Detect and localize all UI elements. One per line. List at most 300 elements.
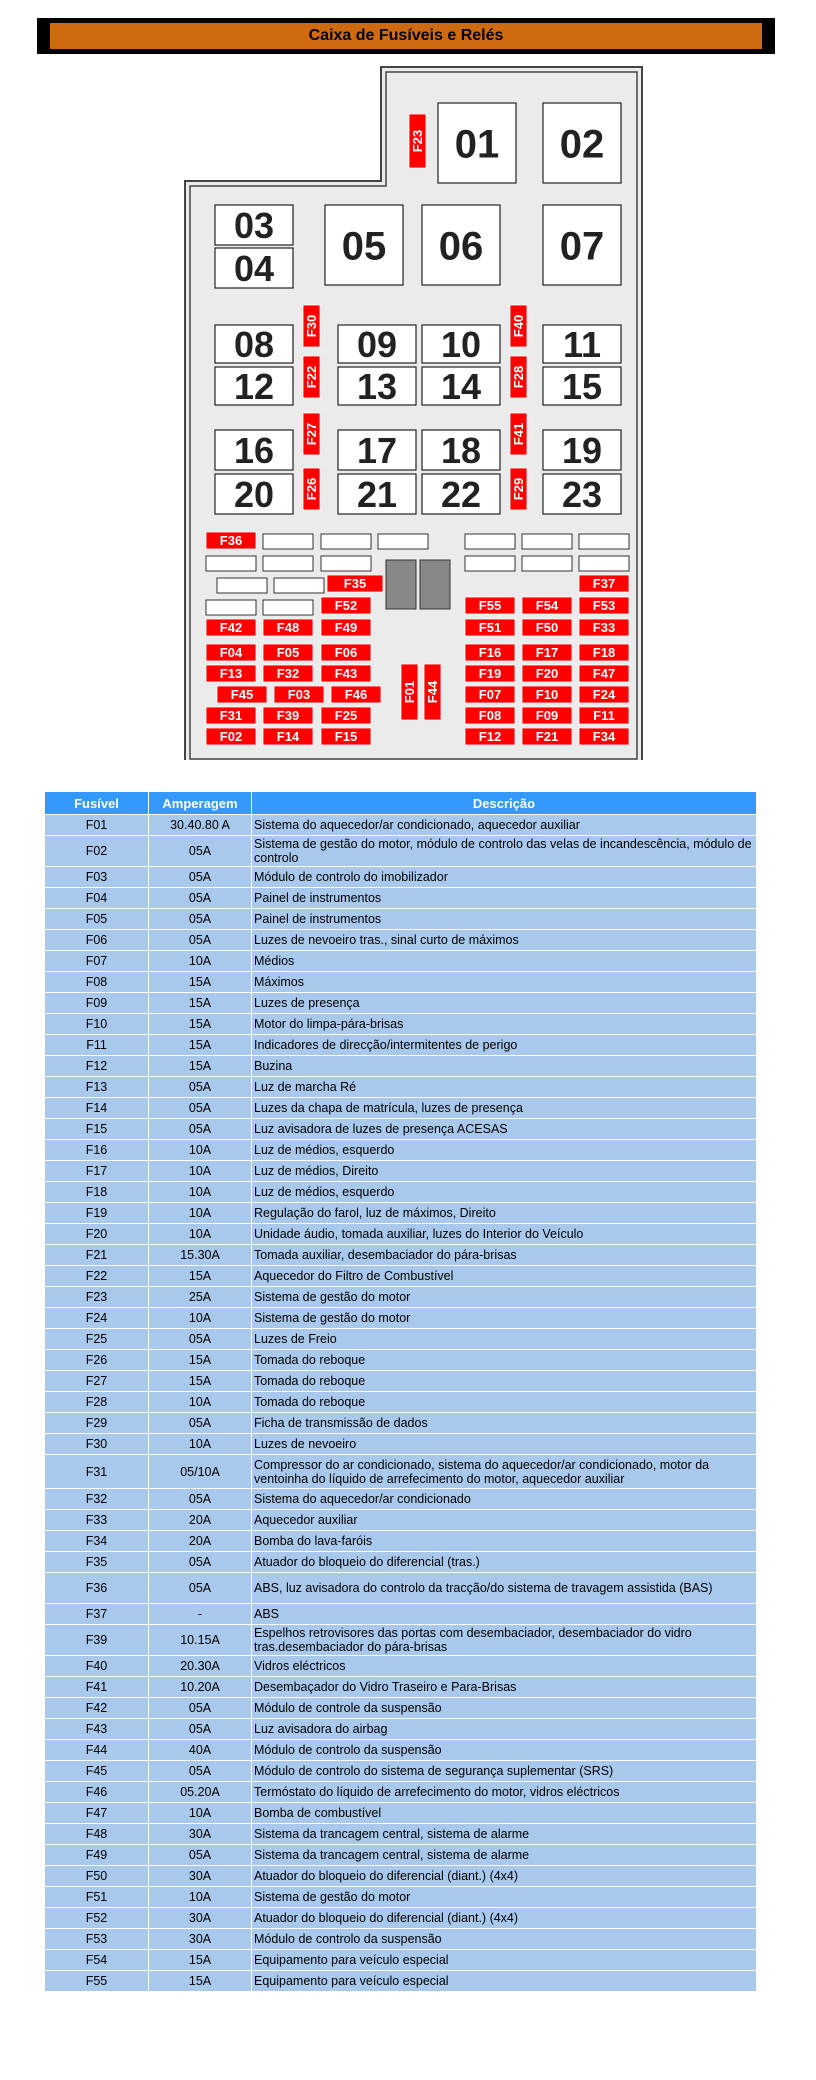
cell-amperage: 10A — [149, 1140, 252, 1161]
cell-description: Luz de marcha Ré — [252, 1077, 757, 1098]
fuse-F24 — [579, 686, 629, 703]
svg-text:F28: F28 — [511, 365, 526, 389]
table-row — [45, 993, 757, 1014]
cell-description: Equipamento para veículo especial — [252, 1950, 757, 1971]
table-row — [45, 1866, 757, 1887]
svg-text:F35: F35 — [343, 576, 367, 591]
cell-amperage: 30A — [149, 1824, 252, 1845]
fuse-F01 — [401, 664, 418, 720]
cell-description: Módulo de controlo da suspensão — [252, 1740, 757, 1761]
cell-fuse: F11 — [45, 1035, 149, 1056]
svg-text:F30: F30 — [304, 314, 319, 338]
table-row — [45, 1413, 757, 1434]
relay-22 — [422, 474, 500, 515]
cell-description: Termóstato do líquido de arrefecimento do motor, vidros eléctricos — [252, 1782, 757, 1803]
cell-fuse: F42 — [45, 1698, 149, 1719]
svg-text:01: 01 — [454, 122, 500, 167]
cell-fuse: F16 — [45, 1140, 149, 1161]
cell-fuse: F05 — [45, 909, 149, 930]
relay-08 — [215, 324, 293, 365]
svg-text:23: 23 — [561, 473, 603, 515]
cell-amperage: 10A — [149, 1392, 252, 1413]
table-row — [45, 1140, 757, 1161]
fuse-table-body — [45, 815, 757, 1992]
table-row — [45, 1971, 757, 1992]
svg-text:F47: F47 — [592, 666, 616, 681]
cell-fuse: F07 — [45, 951, 149, 972]
cell-amperage: 20A — [149, 1510, 252, 1531]
cell-amperage: 05A — [149, 1552, 252, 1573]
cell-description: Unidade áudio, tomada auxiliar, luzes do Interior do Veículo — [252, 1224, 757, 1245]
relay-02 — [543, 103, 621, 183]
cell-fuse: F15 — [45, 1119, 149, 1140]
svg-text:F23: F23 — [410, 129, 425, 153]
cell-amperage: 05A — [149, 1098, 252, 1119]
cell-fuse: F51 — [45, 1887, 149, 1908]
table-row — [45, 1929, 757, 1950]
cell-fuse: F40 — [45, 1656, 149, 1677]
svg-text:F11: F11 — [593, 708, 615, 723]
cell-amperage: 15A — [149, 1056, 252, 1077]
svg-text:F19: F19 — [478, 666, 502, 681]
cell-amperage: 15A — [149, 1371, 252, 1392]
fuse-F09 — [522, 707, 572, 724]
cell-description: Regulação do farol, luz de máximos, Direito — [252, 1203, 757, 1224]
cell-fuse: F39 — [45, 1625, 149, 1656]
svg-text:F45: F45 — [230, 687, 254, 702]
relay-14 — [422, 366, 500, 407]
table-row — [45, 1824, 757, 1845]
relay-11 — [543, 324, 621, 365]
table-row — [45, 1350, 757, 1371]
relay-05 — [325, 205, 403, 285]
fuse-box-diagram — [0, 0, 816, 760]
cell-amperage: 05A — [149, 1489, 252, 1510]
cell-fuse: F24 — [45, 1308, 149, 1329]
cell-fuse: F41 — [45, 1677, 149, 1698]
cell-description: Tomada do reboque — [252, 1371, 757, 1392]
fuse-F36 — [206, 532, 256, 549]
cell-fuse: F32 — [45, 1489, 149, 1510]
table-row — [45, 1604, 757, 1625]
cell-fuse: F09 — [45, 993, 149, 1014]
svg-text:03: 03 — [233, 204, 275, 246]
table-row — [45, 888, 757, 909]
svg-text:F09: F09 — [535, 708, 559, 723]
cell-fuse: F46 — [45, 1782, 149, 1803]
svg-text:13: 13 — [356, 365, 398, 407]
cell-amperage: 10A — [149, 1803, 252, 1824]
svg-text:F15: F15 — [334, 729, 358, 744]
cell-amperage: 05A — [149, 1719, 252, 1740]
relay-13 — [338, 366, 416, 407]
cell-fuse: F53 — [45, 1929, 149, 1950]
table-row — [45, 1489, 757, 1510]
cell-description: Aquecedor do Filtro de Combustível — [252, 1266, 757, 1287]
cell-description: ABS, luz avisadora do controlo da tracção/do sistema de travagem assistida (BAS) — [252, 1573, 757, 1604]
fuse-F32 — [263, 665, 313, 682]
cell-description: Módulo de controlo da suspensão — [252, 1929, 757, 1950]
fuse-table — [44, 791, 757, 1992]
fuse-F33 — [579, 619, 629, 636]
relay-12 — [215, 366, 293, 407]
cell-amperage: 05A — [149, 1845, 252, 1866]
table-row — [45, 1719, 757, 1740]
table-row — [45, 1203, 757, 1224]
relay-20 — [215, 474, 293, 515]
cell-amperage: 05A — [149, 1119, 252, 1140]
cell-amperage: 05A — [149, 1329, 252, 1350]
svg-text:F29: F29 — [511, 477, 526, 501]
cell-description: Luz de médios, Direito — [252, 1161, 757, 1182]
cell-amperage: 15A — [149, 1350, 252, 1371]
cell-fuse: F03 — [45, 867, 149, 888]
svg-text:F07: F07 — [478, 687, 502, 702]
cell-fuse: F27 — [45, 1371, 149, 1392]
cell-amperage: 10A — [149, 1434, 252, 1455]
cell-fuse: F22 — [45, 1266, 149, 1287]
table-row — [45, 1677, 757, 1698]
cell-description: Luzes de nevoeiro — [252, 1434, 757, 1455]
svg-text:F22: F22 — [304, 365, 319, 389]
cell-fuse: F35 — [45, 1552, 149, 1573]
table-row — [45, 1245, 757, 1266]
svg-text:F42: F42 — [219, 620, 243, 635]
cell-amperage: 05A — [149, 836, 252, 867]
cell-description: Desembaçador do Vidro Traseiro e Para-Brisas — [252, 1677, 757, 1698]
cell-fuse: F31 — [45, 1455, 149, 1489]
cell-fuse: F20 — [45, 1224, 149, 1245]
fuse-F19 — [465, 665, 515, 682]
svg-text:F43: F43 — [334, 666, 358, 681]
svg-text:21: 21 — [356, 473, 398, 515]
svg-text:F48: F48 — [276, 620, 300, 635]
cell-description: Luzes de presença — [252, 993, 757, 1014]
svg-text:F14: F14 — [276, 729, 300, 744]
relay-18 — [422, 430, 500, 471]
cell-description: Luz avisadora do airbag — [252, 1719, 757, 1740]
svg-text:14: 14 — [440, 365, 482, 407]
cell-fuse: F47 — [45, 1803, 149, 1824]
svg-text:09: 09 — [356, 323, 398, 365]
fuse-F47 — [579, 665, 629, 682]
fuse-F13 — [206, 665, 256, 682]
fuse-F43 — [321, 665, 371, 682]
cell-description: Médios — [252, 951, 757, 972]
cell-description: Bomba de combustível — [252, 1803, 757, 1824]
cell-amperage: 15A — [149, 1035, 252, 1056]
svg-text:F18: F18 — [592, 645, 616, 660]
fuse-F11 — [579, 707, 629, 724]
cell-description: Motor do limpa-pára-brisas — [252, 1014, 757, 1035]
cell-amperage: 15A — [149, 1971, 252, 1992]
table-row — [45, 1077, 757, 1098]
cell-fuse: F50 — [45, 1866, 149, 1887]
cell-fuse: F29 — [45, 1413, 149, 1434]
fuse-F51 — [465, 619, 515, 636]
cell-description: Atuador do bloqueio do diferencial (diant.) (4x4) — [252, 1866, 757, 1887]
cell-amperage: 20A — [149, 1531, 252, 1552]
cell-amperage: 30A — [149, 1908, 252, 1929]
fuse-F04 — [206, 644, 256, 661]
cell-description: Equipamento para veículo especial — [252, 1971, 757, 1992]
cell-description: Buzina — [252, 1056, 757, 1077]
table-row — [45, 930, 757, 951]
relay-19 — [543, 430, 621, 471]
cell-fuse: F36 — [45, 1573, 149, 1604]
relay-16 — [215, 430, 293, 471]
cell-description: Sistema da trancagem central, sistema de alarme — [252, 1845, 757, 1866]
svg-text:F05: F05 — [276, 645, 300, 660]
fuse-F10 — [522, 686, 572, 703]
svg-text:F10: F10 — [535, 687, 559, 702]
table-row — [45, 1329, 757, 1350]
fuse-F14 — [263, 728, 313, 745]
svg-text:F20: F20 — [535, 666, 559, 681]
relay-04 — [215, 248, 293, 289]
svg-text:F24: F24 — [592, 687, 616, 702]
table-row — [45, 1510, 757, 1531]
cell-fuse: F10 — [45, 1014, 149, 1035]
cell-fuse: F26 — [45, 1350, 149, 1371]
table-row — [45, 1035, 757, 1056]
svg-text:F04: F04 — [219, 645, 243, 660]
cell-fuse: F12 — [45, 1056, 149, 1077]
table-row — [45, 1266, 757, 1287]
cell-description: ABS — [252, 1604, 757, 1625]
svg-text:16: 16 — [233, 429, 275, 471]
cell-amperage: 05A — [149, 909, 252, 930]
table-row — [45, 1392, 757, 1413]
cell-description: Vidros eléctricos — [252, 1656, 757, 1677]
cell-description: Bomba do lava-faróis — [252, 1531, 757, 1552]
cell-amperage: 05A — [149, 1698, 252, 1719]
svg-text:F21: F21 — [535, 729, 559, 744]
cell-amperage: 15A — [149, 1266, 252, 1287]
cell-fuse: F30 — [45, 1434, 149, 1455]
cell-amperage: 10A — [149, 1224, 252, 1245]
relay-23 — [543, 474, 621, 515]
svg-text:F55: F55 — [478, 598, 502, 613]
cell-description: Sistema de gestão do motor — [252, 1287, 757, 1308]
cell-fuse: F13 — [45, 1077, 149, 1098]
fuse-F31 — [206, 707, 256, 724]
cell-description: Espelhos retrovisores das portas com desembaciador, desembaciador do vidro tras.desembaciador do pára-brisas — [252, 1625, 757, 1656]
svg-text:F33: F33 — [592, 620, 616, 635]
fuse-F34 — [579, 728, 629, 745]
relay-21 — [338, 474, 416, 515]
fuse-F03 — [274, 686, 324, 703]
cell-description: Indicadores de direcção/intermitentes de perigo — [252, 1035, 757, 1056]
fuse-F44 — [424, 664, 441, 720]
fuse-F27 — [303, 413, 320, 455]
cell-amperage: 30A — [149, 1866, 252, 1887]
table-row — [45, 1887, 757, 1908]
fuse-F50 — [522, 619, 572, 636]
cell-amperage: 05A — [149, 1077, 252, 1098]
cell-amperage: 05A — [149, 1573, 252, 1604]
fuse-F23 — [409, 114, 426, 168]
table-row — [45, 1308, 757, 1329]
relay-03 — [215, 205, 293, 246]
cell-amperage: 10.20A — [149, 1677, 252, 1698]
cell-fuse: F01 — [45, 815, 149, 836]
cell-amperage: 30A — [149, 1929, 252, 1950]
svg-text:F34: F34 — [592, 729, 616, 744]
svg-text:F41: F41 — [511, 422, 526, 446]
cell-amperage: 05/10A — [149, 1455, 252, 1489]
svg-text:F49: F49 — [334, 620, 358, 635]
cell-amperage: 05A — [149, 930, 252, 951]
cell-description: Compressor do ar condicionado, sistema do aquecedor/ar condicionado, motor da ventoinha do líquido de arrefecimento do motor, aquecedor auxiliar — [252, 1455, 757, 1489]
svg-text:15: 15 — [561, 365, 603, 407]
cell-description: Aquecedor auxiliar — [252, 1510, 757, 1531]
cell-fuse: F33 — [45, 1510, 149, 1531]
cell-fuse: F43 — [45, 1719, 149, 1740]
svg-text:F51: F51 — [478, 620, 502, 635]
table-row — [45, 836, 757, 867]
cell-amperage: 15.30A — [149, 1245, 252, 1266]
fuse-F39 — [263, 707, 313, 724]
cell-description: Painel de instrumentos — [252, 888, 757, 909]
fuse-F30 — [303, 305, 320, 347]
fuse-F52 — [321, 597, 371, 614]
svg-text:12: 12 — [233, 365, 275, 407]
svg-text:F08: F08 — [478, 708, 502, 723]
svg-text:F52: F52 — [334, 598, 358, 613]
fuse-F07 — [465, 686, 515, 703]
cell-fuse: F18 — [45, 1182, 149, 1203]
table-row — [45, 1782, 757, 1803]
table-row — [45, 1434, 757, 1455]
table-row — [45, 1161, 757, 1182]
svg-text:F32: F32 — [276, 666, 300, 681]
cell-amperage: 15A — [149, 1014, 252, 1035]
svg-text:11: 11 — [562, 323, 602, 365]
cell-description: Luzes da chapa de matrícula, luzes de presença — [252, 1098, 757, 1119]
cell-fuse: F49 — [45, 1845, 149, 1866]
cell-description: Sistema de gestão do motor — [252, 1887, 757, 1908]
cell-description: Sistema do aquecedor/ar condicionado, aquecedor auxiliar — [252, 815, 757, 836]
svg-text:F12: F12 — [478, 729, 502, 744]
cell-amperage: 10A — [149, 1161, 252, 1182]
cell-fuse: F48 — [45, 1824, 149, 1845]
svg-text:07: 07 — [559, 224, 605, 269]
relay-17 — [338, 430, 416, 471]
table-row — [45, 1950, 757, 1971]
cell-amperage: 05A — [149, 867, 252, 888]
fuse-F22 — [303, 356, 320, 398]
fuse-F55 — [465, 597, 515, 614]
relay-06 — [422, 205, 500, 285]
svg-text:F27: F27 — [304, 422, 319, 446]
cell-fuse: F45 — [45, 1761, 149, 1782]
svg-text:F46: F46 — [344, 687, 368, 702]
cell-fuse: F08 — [45, 972, 149, 993]
table-row — [45, 1455, 757, 1489]
svg-text:F03: F03 — [287, 687, 311, 702]
table-row — [45, 867, 757, 888]
cell-fuse: F28 — [45, 1392, 149, 1413]
relay-07 — [543, 205, 621, 285]
cell-description: Atuador do bloqueio do diferencial (tras.) — [252, 1552, 757, 1573]
cell-amperage: 10A — [149, 951, 252, 972]
fuse-F42 — [206, 619, 256, 636]
cell-description: Luz avisadora de luzes de presença ACESAS — [252, 1119, 757, 1140]
fuse-F16 — [465, 644, 515, 661]
svg-text:05: 05 — [341, 224, 387, 269]
cell-description: Módulo de controlo do sistema de segurança suplementar (SRS) — [252, 1761, 757, 1782]
svg-text:F50: F50 — [535, 620, 559, 635]
cell-fuse: F55 — [45, 1971, 149, 1992]
cell-fuse: F44 — [45, 1740, 149, 1761]
cell-description: Tomada do reboque — [252, 1350, 757, 1371]
fuse-F06 — [321, 644, 371, 661]
cell-description: Luzes de Freio — [252, 1329, 757, 1350]
fuse-F49 — [321, 619, 371, 636]
svg-text:F39: F39 — [276, 708, 300, 723]
cell-fuse: F25 — [45, 1329, 149, 1350]
svg-text:F44: F44 — [425, 680, 440, 704]
fuse-F45 — [217, 686, 267, 703]
svg-text:17: 17 — [356, 429, 398, 471]
cell-amperage: - — [149, 1604, 252, 1625]
cell-description: Luz de médios, esquerdo — [252, 1182, 757, 1203]
fuse-F20 — [522, 665, 572, 682]
svg-text:19: 19 — [561, 429, 603, 471]
table-row — [45, 1014, 757, 1035]
svg-text:F54: F54 — [535, 598, 559, 613]
table-row — [45, 1625, 757, 1656]
cell-amperage: 10.15A — [149, 1625, 252, 1656]
cell-amperage: 05A — [149, 1761, 252, 1782]
fuse-F37 — [579, 575, 629, 592]
svg-text:10: 10 — [440, 323, 482, 365]
relay-15 — [543, 366, 621, 407]
cell-description: Sistema do aquecedor/ar condicionado — [252, 1489, 757, 1510]
table-row — [45, 1656, 757, 1677]
cell-description: Luz de médios, esquerdo — [252, 1140, 757, 1161]
table-row — [45, 1573, 757, 1604]
svg-text:F01: F01 — [402, 680, 417, 704]
svg-text:20: 20 — [233, 473, 275, 515]
cell-description: Ficha de transmissão de dados — [252, 1413, 757, 1434]
svg-text:F36: F36 — [219, 533, 243, 548]
table-row — [45, 1056, 757, 1077]
cell-description: Sistema da trancagem central, sistema de alarme — [252, 1824, 757, 1845]
fuse-F21 — [522, 728, 572, 745]
table-row — [45, 1371, 757, 1392]
table-row — [45, 1908, 757, 1929]
table-row — [45, 972, 757, 993]
cell-description: Módulo de controlo do imobilizador — [252, 867, 757, 888]
header-description: Descrição — [252, 792, 757, 815]
fuse-F35 — [327, 575, 383, 592]
cell-amperage: 05.20A — [149, 1782, 252, 1803]
header-amperage: Amperagem — [149, 792, 252, 815]
relay-10 — [422, 324, 500, 365]
svg-text:F02: F02 — [219, 729, 243, 744]
cell-amperage: 10A — [149, 1308, 252, 1329]
svg-text:F25: F25 — [334, 708, 358, 723]
cell-amperage: 05A — [149, 1413, 252, 1434]
relay-01 — [438, 103, 516, 183]
table-row — [45, 1531, 757, 1552]
fuse-F25 — [321, 707, 371, 724]
cell-description: Módulo de controle da suspensão — [252, 1698, 757, 1719]
table-row — [45, 1119, 757, 1140]
relay-09 — [338, 324, 416, 365]
